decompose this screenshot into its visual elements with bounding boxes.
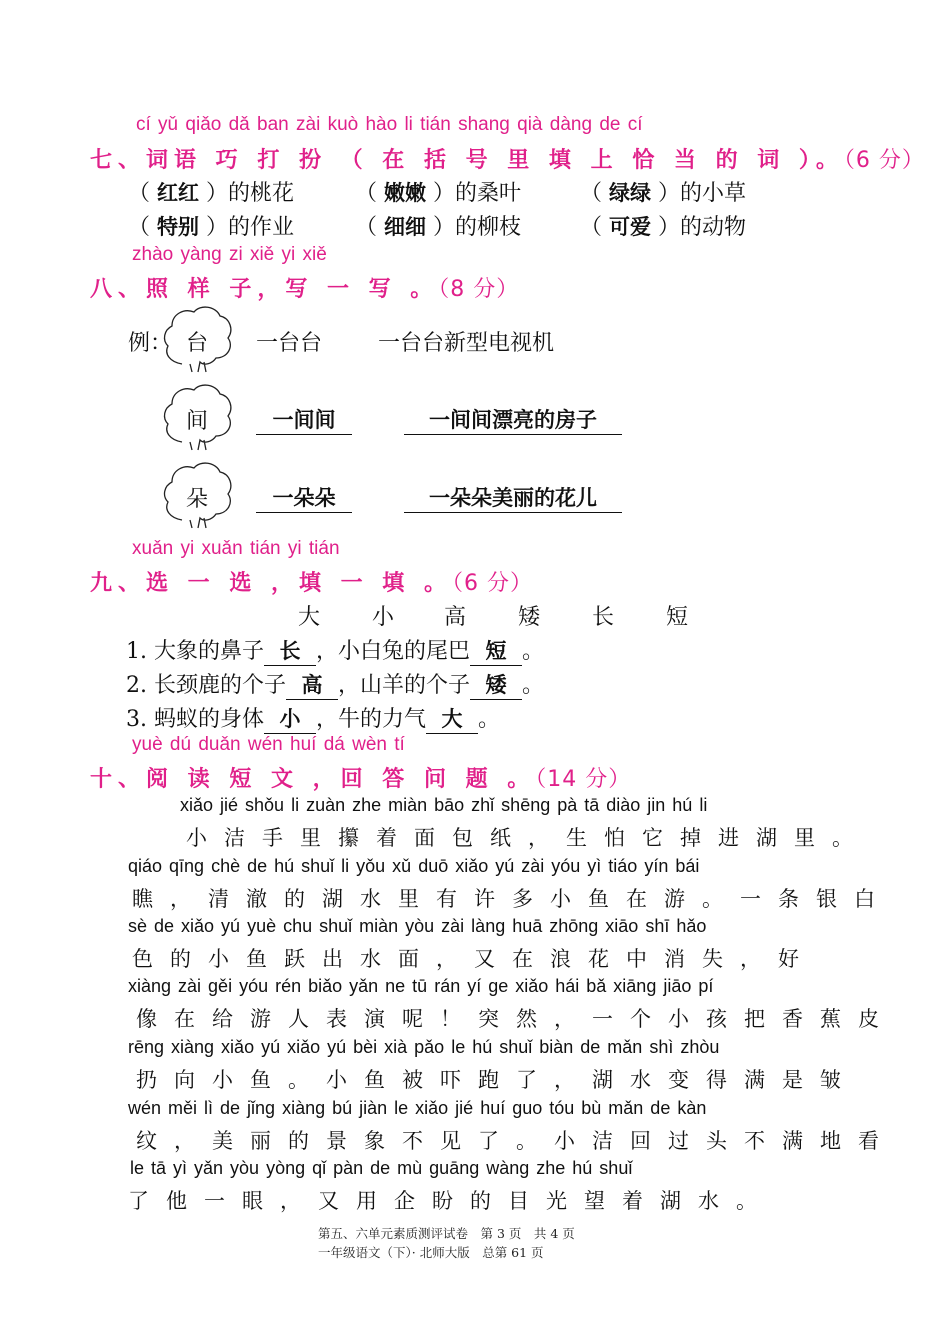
q7-suffix: 的柳枝 — [455, 215, 522, 240]
q7-heading-text: 七、词语 巧 打 扮 （ 在 括 号 里 填 上 恰 当 的 词 ）。 — [90, 148, 844, 173]
sentence-end: 。 — [522, 639, 545, 664]
q10-heading — [90, 762, 631, 793]
q8-answer[interactable]: 一朵朵美丽的花儿 — [404, 482, 622, 513]
q9-option: 大 — [298, 605, 321, 630]
sentence-text: ，牛的力气 — [316, 707, 427, 732]
q9-option: 长 — [592, 605, 615, 630]
q8-score: （8 分） — [438, 277, 520, 302]
q9-option: 短 — [666, 605, 689, 630]
q9-answer[interactable]: 长 — [264, 635, 316, 666]
q9-answer[interactable]: 小 — [264, 703, 316, 734]
q8-phrase2: 一台台新型电视机 — [378, 331, 555, 356]
q7-suffix: 的小草 — [680, 181, 747, 206]
q9-sentence-2 — [126, 668, 544, 700]
footer-edition-info: 一年级语文（下）· 北师大版 总第 61 页 — [318, 1245, 544, 1260]
q8-char: 台 — [186, 331, 209, 356]
q9-heading-text: 九、选 一 选 ，填 一 填 。 — [90, 571, 452, 596]
q8-char: 间 — [186, 409, 209, 434]
passage-line: 瞧，清澈的湖水里有许多小鱼在游。一条银白 — [132, 887, 892, 911]
q10-heading-text: 十、阅 读 短 文 ，回 答 问 题 。 — [90, 767, 536, 792]
passage-line: 了他一眼，又用企盼的目光望着湖水。 — [128, 1189, 774, 1213]
q7-score: （6 分） — [843, 148, 925, 173]
sentence-end: 。 — [478, 707, 501, 732]
q9-answer[interactable]: 短 — [470, 635, 522, 666]
q7-suffix: 的桑叶 — [455, 181, 522, 206]
q7-pinyin: cí yǔ qiǎo dǎ ban zài kuò hào li tián shang qià dàng de cí — [136, 114, 643, 135]
q8-answer-line-3[interactable] — [256, 482, 352, 513]
q9-sentence-1 — [126, 634, 544, 666]
q10-score: （14 分） — [535, 767, 632, 792]
q9-option: 高 — [444, 605, 467, 630]
q7-item-6: （ 可爱 ）的动物 — [580, 215, 747, 240]
q7-answer[interactable]: 细细 — [384, 215, 426, 239]
passage-line: 扔向小鱼。小鱼被吓跑了，湖水变得满是皱 — [136, 1068, 858, 1092]
passage-line: 纹，美丽的景象不见了。小洁回过头不满地看 — [136, 1129, 896, 1153]
sentence-end: 。 — [522, 673, 545, 698]
sentence-text: ，山羊的个子 — [338, 673, 471, 698]
footer-page-info: 第五、六单元素质测评试卷 第 3 页 共 4 页 — [318, 1226, 575, 1241]
q7-suffix: 的桃花 — [228, 181, 295, 206]
q7-suffix: 的动物 — [680, 215, 747, 240]
q8-heading-text: 八、照 样 子，写 一 写 。 — [90, 277, 439, 302]
q7-answer[interactable]: 嫩嫩 — [384, 181, 426, 205]
passage-pinyin: xiǎo jié shǒu li zuàn zhe miàn bāo zhǐ shēng pà tā diào jin hú li — [180, 795, 708, 815]
passage-pinyin: rēng xiàng xiǎo yú xiǎo yú bèi xià pǎo le hú shuǐ biàn de mǎn shì zhòu — [128, 1037, 720, 1057]
q7-item-4: （ 特别 ）的作业 — [128, 215, 295, 240]
q8-phrase1: 一台台 — [256, 331, 323, 356]
q7-item-5: （ 细细 ）的柳枝 — [355, 215, 522, 240]
q9-sentence-3 — [126, 702, 500, 734]
q10-pinyin: yuè dú duǎn wén huí dá wèn tí — [132, 734, 405, 755]
q8-char: 朵 — [186, 487, 209, 512]
q8-answer-line-4[interactable] — [404, 482, 622, 513]
q9-option: 矮 — [518, 605, 541, 630]
q9-answer[interactable]: 矮 — [470, 669, 522, 700]
q8-answer[interactable]: 一间间 — [256, 404, 352, 435]
q7-answer[interactable]: 红红 — [157, 181, 199, 205]
passage-pinyin: le tā yì yǎn yòu yòng qǐ pàn de mù guāng wàng zhe hú shuǐ — [130, 1158, 633, 1178]
q7-item-3: （ 绿绿 ）的小草 — [580, 181, 747, 206]
sentence-text: 蚂蚁的身体 — [154, 707, 265, 732]
sentence-number: 1. — [126, 639, 147, 664]
q7-answer[interactable]: 特别 — [157, 215, 199, 239]
q7-item-1: （ 红红 ）的桃花 — [128, 181, 295, 206]
q8-answer[interactable]: 一朵朵 — [256, 482, 352, 513]
sentence-number: 2. — [126, 673, 147, 698]
sentence-number: 3. — [126, 707, 147, 732]
q8-example-label: 例： — [128, 331, 173, 356]
passage-pinyin: sè de xiǎo yú yuè chu shuǐ miàn yòu zài làng huā zhōng xiāo shī hǎo — [128, 916, 707, 936]
sentence-text: 大象的鼻子 — [154, 639, 265, 664]
q7-heading — [90, 143, 925, 174]
q9-option: 小 — [372, 605, 395, 630]
passage-line: 色的小鱼跃出水面，又在浪花中消失，好 — [132, 947, 816, 971]
passage-line: 像在给游人表演呢！突然，一个小孩把香蕉皮 — [136, 1007, 896, 1031]
q8-answer[interactable]: 一间间漂亮的房子 — [404, 404, 622, 435]
q9-answer[interactable]: 大 — [426, 703, 478, 734]
passage-pinyin: wén měi lì de jǐng xiàng bú jiàn le xiǎo jié huí guo tóu bù mǎn de kàn — [128, 1098, 707, 1118]
q9-answer[interactable]: 高 — [286, 669, 338, 700]
q7-answer[interactable]: 可爱 — [609, 215, 651, 239]
sentence-text: 长颈鹿的个子 — [154, 673, 287, 698]
q9-score: （6 分） — [451, 571, 533, 596]
q7-suffix: 的作业 — [228, 215, 295, 240]
q8-answer-line-1[interactable] — [256, 404, 352, 435]
q7-item-2: （ 嫩嫩 ）的桑叶 — [355, 181, 522, 206]
q9-pinyin: xuǎn yi xuǎn tián yi tián — [132, 538, 340, 559]
passage-pinyin: qiáo qīng chè de hú shuǐ li yǒu xǔ duō xiǎo yú zài yóu yì tiáo yín bái — [128, 856, 700, 876]
q8-pinyin: zhào yàng zi xiě yi xiě — [132, 244, 327, 265]
q8-answer-line-2[interactable] — [404, 404, 622, 435]
q9-heading — [90, 566, 533, 597]
q7-answer[interactable]: 绿绿 — [609, 181, 651, 205]
sentence-text: ，小白兔的尾巴 — [316, 639, 471, 664]
passage-line: 小洁手里攥着面包纸，生怕它掉进湖里。 — [186, 826, 870, 850]
q8-heading — [90, 272, 519, 303]
passage-pinyin: xiàng zài gěi yóu rén biǎo yǎn ne tū rán yí ge xiǎo hái bǎ xiāng jiāo pí — [128, 976, 714, 996]
